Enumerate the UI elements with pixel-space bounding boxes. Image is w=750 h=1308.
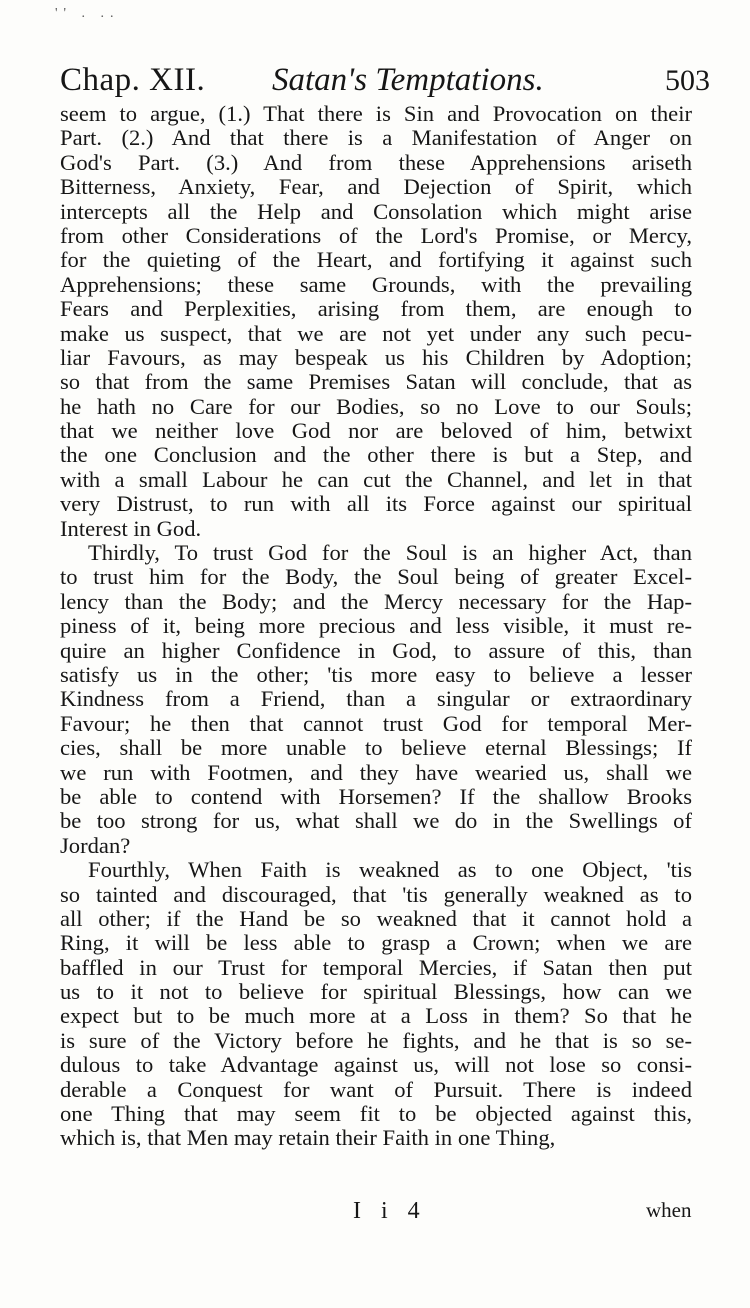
text-line: Favour; he then that cannot trust God for temporal Mer- — [60, 711, 692, 736]
text-line: derable a Conquest for want of Pursuit. There is indeed — [60, 1077, 692, 1102]
text-line: all other; if the Hand be so weakned that it cannot hold a — [60, 906, 692, 931]
text-line: liar Favours, as may bespeak us his Children by Adoption; — [60, 345, 692, 370]
text-line: make us suspect, that we are not yet under any such pecu- — [60, 321, 692, 346]
text-line: be too strong for us, what shall we do in the Swellings of — [60, 809, 692, 834]
text-line: from other Considerations of the Lord's Promise, or Mercy, — [60, 223, 692, 248]
text-line: quire an higher Confidence in God, to assure of this, than — [60, 638, 692, 663]
text-line: he hath no Care for our Bodies, so no Love to our Souls; — [60, 394, 692, 419]
chapter-label: Chap. XII. — [60, 62, 206, 98]
text-line: be able to contend with Horsemen? If the shallow Brooks — [60, 784, 692, 809]
text-line: so that from the same Premises Satan will conclude, that as — [60, 370, 692, 395]
text-line: dulous to take Advantage against us, will not lose so consi- — [60, 1053, 692, 1078]
text-line: satisfy us in the other; 'tis more easy to believe a lesser — [60, 662, 692, 687]
text-line: baffled in our Trust for temporal Mercies, if Satan then put — [60, 955, 692, 980]
text-line: Bitterness, Anxiety, Fear, and Dejection of Spirit, which — [60, 175, 692, 200]
signature-mark: I i 4 — [353, 1198, 427, 1224]
page-marks: '' . .. — [55, 6, 120, 21]
text-line: very Distrust, to run with all its Force against our spiritual — [60, 492, 692, 517]
text-line: we run with Footmen, and they have wearied us, shall we — [60, 760, 692, 785]
text-line: with a small Labour he can cut the Channel, and let in that — [60, 467, 692, 492]
text-line: is sure of the Victory before he fights, and he that is so se- — [60, 1028, 692, 1053]
page-footer — [0, 1198, 750, 1230]
text-line: which is, that Men may retain their Faith in one Thing, — [60, 1126, 556, 1151]
text-line: lency than the Body; and the Mercy necessary for the Hap- — [60, 589, 692, 614]
text-line: Part. (2.) And that there is a Manifestation of Anger on — [60, 126, 692, 151]
text-line: Fears and Perplexities, arising from them, are enough to — [60, 297, 692, 322]
text-line: intercepts all the Help and Consolation which might arise — [60, 199, 692, 224]
text-line: the one Conclusion and the other there is but a Step, and — [60, 443, 692, 468]
body-text — [60, 102, 692, 1151]
catchword: when — [646, 1198, 692, 1222]
text-line: God's Part. (3.) And from these Apprehensions ariseth — [60, 150, 692, 175]
text-line: to trust him for the Body, the Soul being of greater Excel- — [60, 565, 692, 590]
running-header — [60, 62, 710, 106]
text-line: for the quieting of the Heart, and fortifying it against such — [60, 248, 692, 273]
text-line: Ring, it will be less able to grasp a Crown; when we are — [60, 931, 692, 956]
text-line: cies, shall be more unable to believe eternal Blessings; If — [60, 736, 692, 761]
text-line: us to it not to believe for spiritual Blessings, how can we — [60, 980, 692, 1005]
text-line: Jordan? — [60, 833, 131, 858]
page-number: 503 — [665, 64, 710, 97]
text-line: so tainted and discouraged, that 'tis generally weakned as to — [60, 882, 692, 907]
text-line: piness of it, being more precious and less visible, it must re- — [60, 614, 692, 639]
text-line: that we neither love God nor are beloved of him, betwixt — [60, 419, 692, 444]
text-line: Interest in God. — [60, 516, 202, 541]
text-line: Kindness from a Friend, than a singular or extraordinary — [60, 687, 692, 712]
text-line: expect but to be much more at a Loss in them? So that he — [60, 1004, 692, 1029]
text-line: seem to argue, (1.) That there is Sin and Provocation on their — [60, 102, 692, 126]
text-line: one Thing that may seem fit to be objected against this, — [60, 1102, 692, 1127]
running-title: Satan's Temptations. — [272, 62, 544, 98]
text-line: Thirdly, To trust God for the Soul is an higher Act, than — [88, 541, 692, 566]
text-line: Fourthly, When Faith is weakned as to one Object, 'tis — [88, 858, 692, 883]
text-line: Apprehensions; these same Grounds, with the prevailing — [60, 272, 692, 297]
